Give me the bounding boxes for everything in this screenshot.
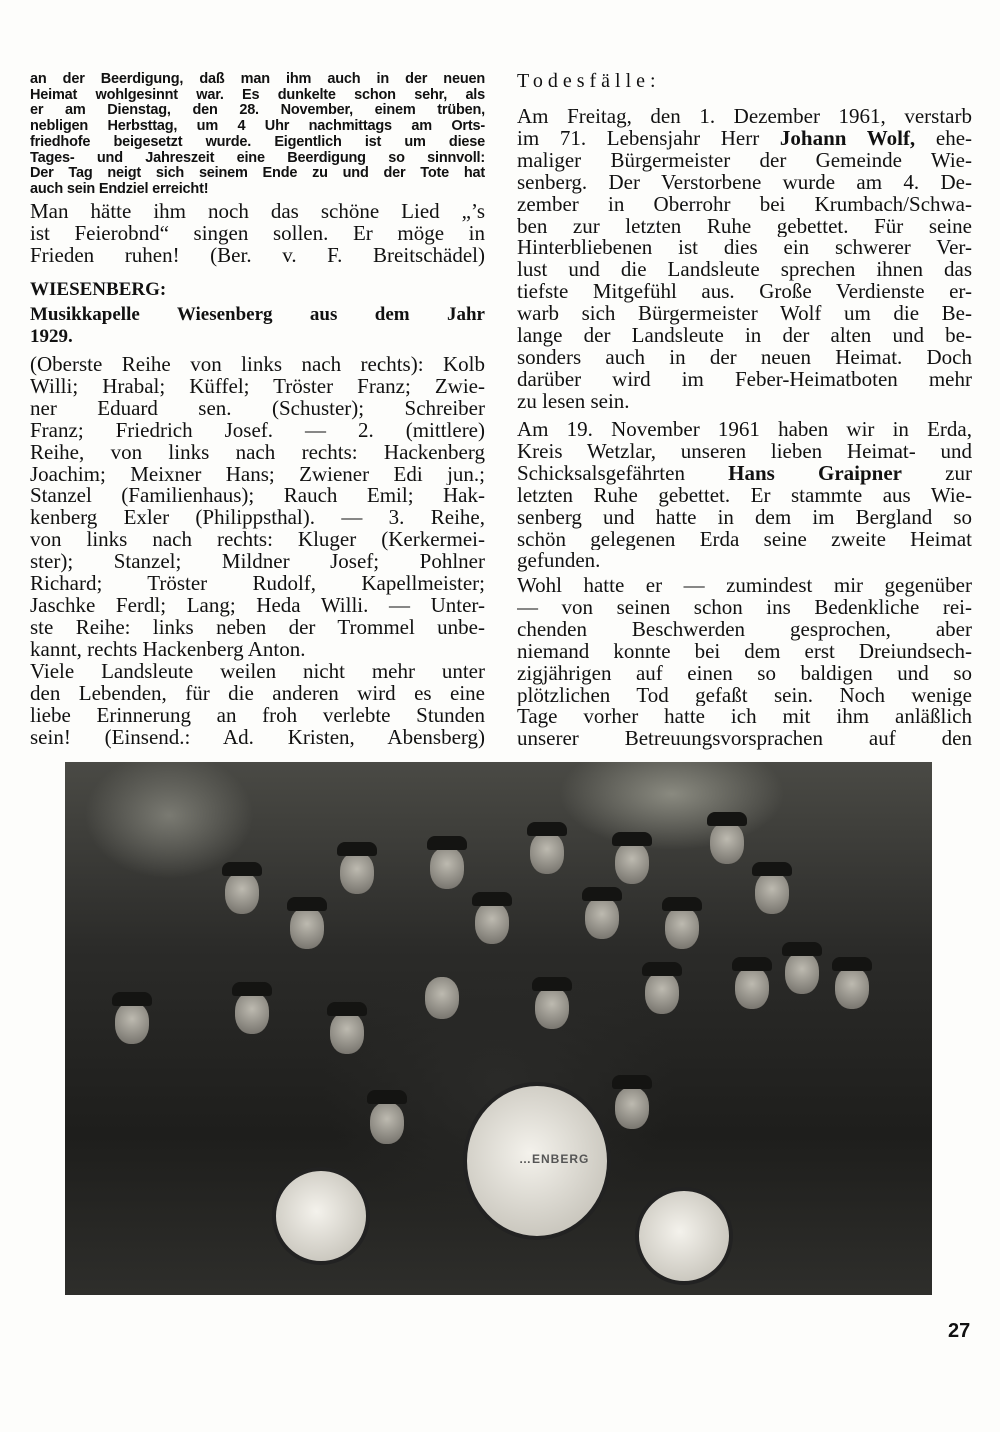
text-line: maliger Bürgermeister der Gemeinde Wie- [517,149,972,172]
text-line: tiefste Mitgefühl aus. Große Verdienste er- [517,281,972,304]
text-line: senberg. Der Verstorbene wurde am 4. De- [517,171,972,194]
text-line: auch sein Endziel erreicht! [30,181,209,197]
text-line: von links nach rechts: Kluger (Kerkermei- [30,529,485,552]
text-line: kenberg Exler (Philippsthal). — 3. Reihe, [30,507,485,530]
text-line: Am Freitag, den 1. Dezember 1961, verstarb [517,106,972,128]
text-line: ben zur letzten Ruhe gebettet. Für seine [517,215,972,238]
text-line: letzten Ruhe gebettet. Er stammte aus Wie- [517,484,972,507]
obituary-wolf [517,106,972,413]
text-line: Willi; Hrabal; Küffel; Tröster Franz; Zwie- [30,375,485,398]
text-line: zigjährigen auf einen so baldigen und so [517,662,972,685]
text-line: lange der Landsleute in der alten und be- [517,325,972,347]
bold-name: Hans Graipner [728,462,902,485]
text-line: — von seinen schon ins Bedenkliche rei- [517,596,972,619]
text-line: liebe Erinnerung an froh verlebte Stunden [30,704,485,727]
page-number: 27 [948,1320,971,1342]
text-line: Jaschke Ferdl; Lang; Heda Willi. — Unter- [30,594,485,617]
text-line: Wohl hatte er — zumindest mir gegenüber [517,575,972,597]
text-line [517,128,972,150]
text-line: ster); Stanzel; Mildner Josef; Pohlner [30,551,485,574]
bold-name: Johann Wolf, [779,127,916,150]
section-heading-todesfaelle: Todesfälle: [517,70,661,92]
text-run: zur [901,462,972,485]
photo-caption [30,354,485,661]
text-line: darüber wird im Feber-Heimatboten mehr [517,368,972,391]
text-line: Viele Landsleute weilen nicht mehr unter [30,661,485,683]
text-line: ste Reihe: links neben der Trommel unbe- [30,616,485,639]
text-line: Heimat wohlgesinnt war. Es dunkelte schon sehr, als [30,87,485,103]
text-line: niemand konnte bei dem erst Dreiundsech- [517,640,972,663]
text-line: an der Beerdigung, daß man ihm auch in der neuen [30,72,485,87]
snare-drum-left [272,1167,370,1265]
text-line: schön gelegenen Erda seine zweite Heimat [517,528,972,551]
text-line: friedhofe beigesetzt wurde. Eigentlich ist um diese [30,134,485,150]
text-line: nebligen Herbsttag, um 4 Uhr nachmittags am Orts- [30,119,485,135]
text-line: Musikkapelle Wiesenberg aus dem Jahr [30,304,485,325]
text-line: sonders auch in der neuen Heimat. Doch [517,346,972,369]
photo-title [30,304,485,348]
text-line: zu lesen sein. [517,390,630,413]
text-line: ner Eduard sen. (Schuster); Schreiber [30,397,485,420]
text-line: Tage vorher hatte ich mit ihm anläßlich [517,706,972,729]
text-line: 1929. [30,326,73,347]
text-line: zember in Oberrohr bei Krumbach/Schwa- [517,193,972,216]
section-heading-wiesenberg: WIESENBERG: [30,279,167,300]
text-line: unserer Betreuungsvorsprachen auf den [517,728,972,751]
text-line: Man hätte ihm noch das schöne Lied „’s [30,201,485,223]
obituary-graipner [517,419,972,572]
obituary-graipner-continued [517,575,972,750]
text-run: im 71. Lebensjahr Herr [517,127,780,150]
text-line: plötzlichen Tod gefaßt sein. Noch wenige [517,684,972,707]
text-line: Tages- und Jahreszeit eine Beerdigung so sinnvoll: [30,150,485,166]
closing-paragraph [30,201,485,267]
band-photograph [65,762,932,1295]
text-line: warb sich Bürgermeister Wolf um die Be- [517,303,972,326]
memory-paragraph [30,661,485,749]
text-line: Reihe, von links nach rechts: Hackenberg [30,441,485,464]
text-line: senberg und hatte in dem im Bergland so [517,506,972,529]
text-line: den Lebenden, für die anderen wird es eine [30,682,485,705]
intro-paragraph [30,72,485,198]
text-line: Am 19. November 1961 haben wir in Erda, [517,419,972,441]
text-line [517,463,972,485]
drum-lettering: …ENBERG [519,1152,590,1166]
text-line: chenden Beschwerden gesprochen, aber [517,618,972,641]
text-run: ehe- [915,127,972,150]
text-line: Hinterbliebenen ist dies ein schwerer Ver- [517,237,972,260]
text-line: Der Tag neigt sich seinem Ende zu und der Tote hat [30,166,485,182]
text-run: Schicksalsgefährten [517,462,729,485]
text-line: sein! (Einsend.: Ad. Kristen, Abensberg) [30,726,485,749]
text-line: lust und die Landsleute sprechen ihnen das [517,259,972,282]
text-line: Kreis Wetzlar, unseren lieben Heimat- und [517,440,972,463]
snare-drum-right [635,1187,733,1285]
bass-drum [463,1082,611,1240]
text-line: (Oberste Reihe von links nach rechts): Kolb [30,354,485,376]
text-line: er am Dienstag, den 28. November, einem trüben, [30,103,485,119]
text-line: ist Feierobnd“ singen sollen. Er möge in [30,222,485,245]
text-line: Joachim; Meixner Hans; Zwiener Edi jun.; [30,463,485,486]
text-line: Richard; Tröster Rudolf, Kapellmeister; [30,573,485,595]
text-line: kannt, rechts Hackenberg Anton. [30,638,306,661]
text-line: Frieden ruhen! (Ber. v. F. Breitschädel) [30,244,485,267]
text-line: Franz; Friedrich Josef. — 2. (mittlere) [30,419,485,442]
text-line: Stanzel (Familienhaus); Rauch Emil; Hak- [30,485,485,508]
text-line: gefunden. [517,550,601,573]
